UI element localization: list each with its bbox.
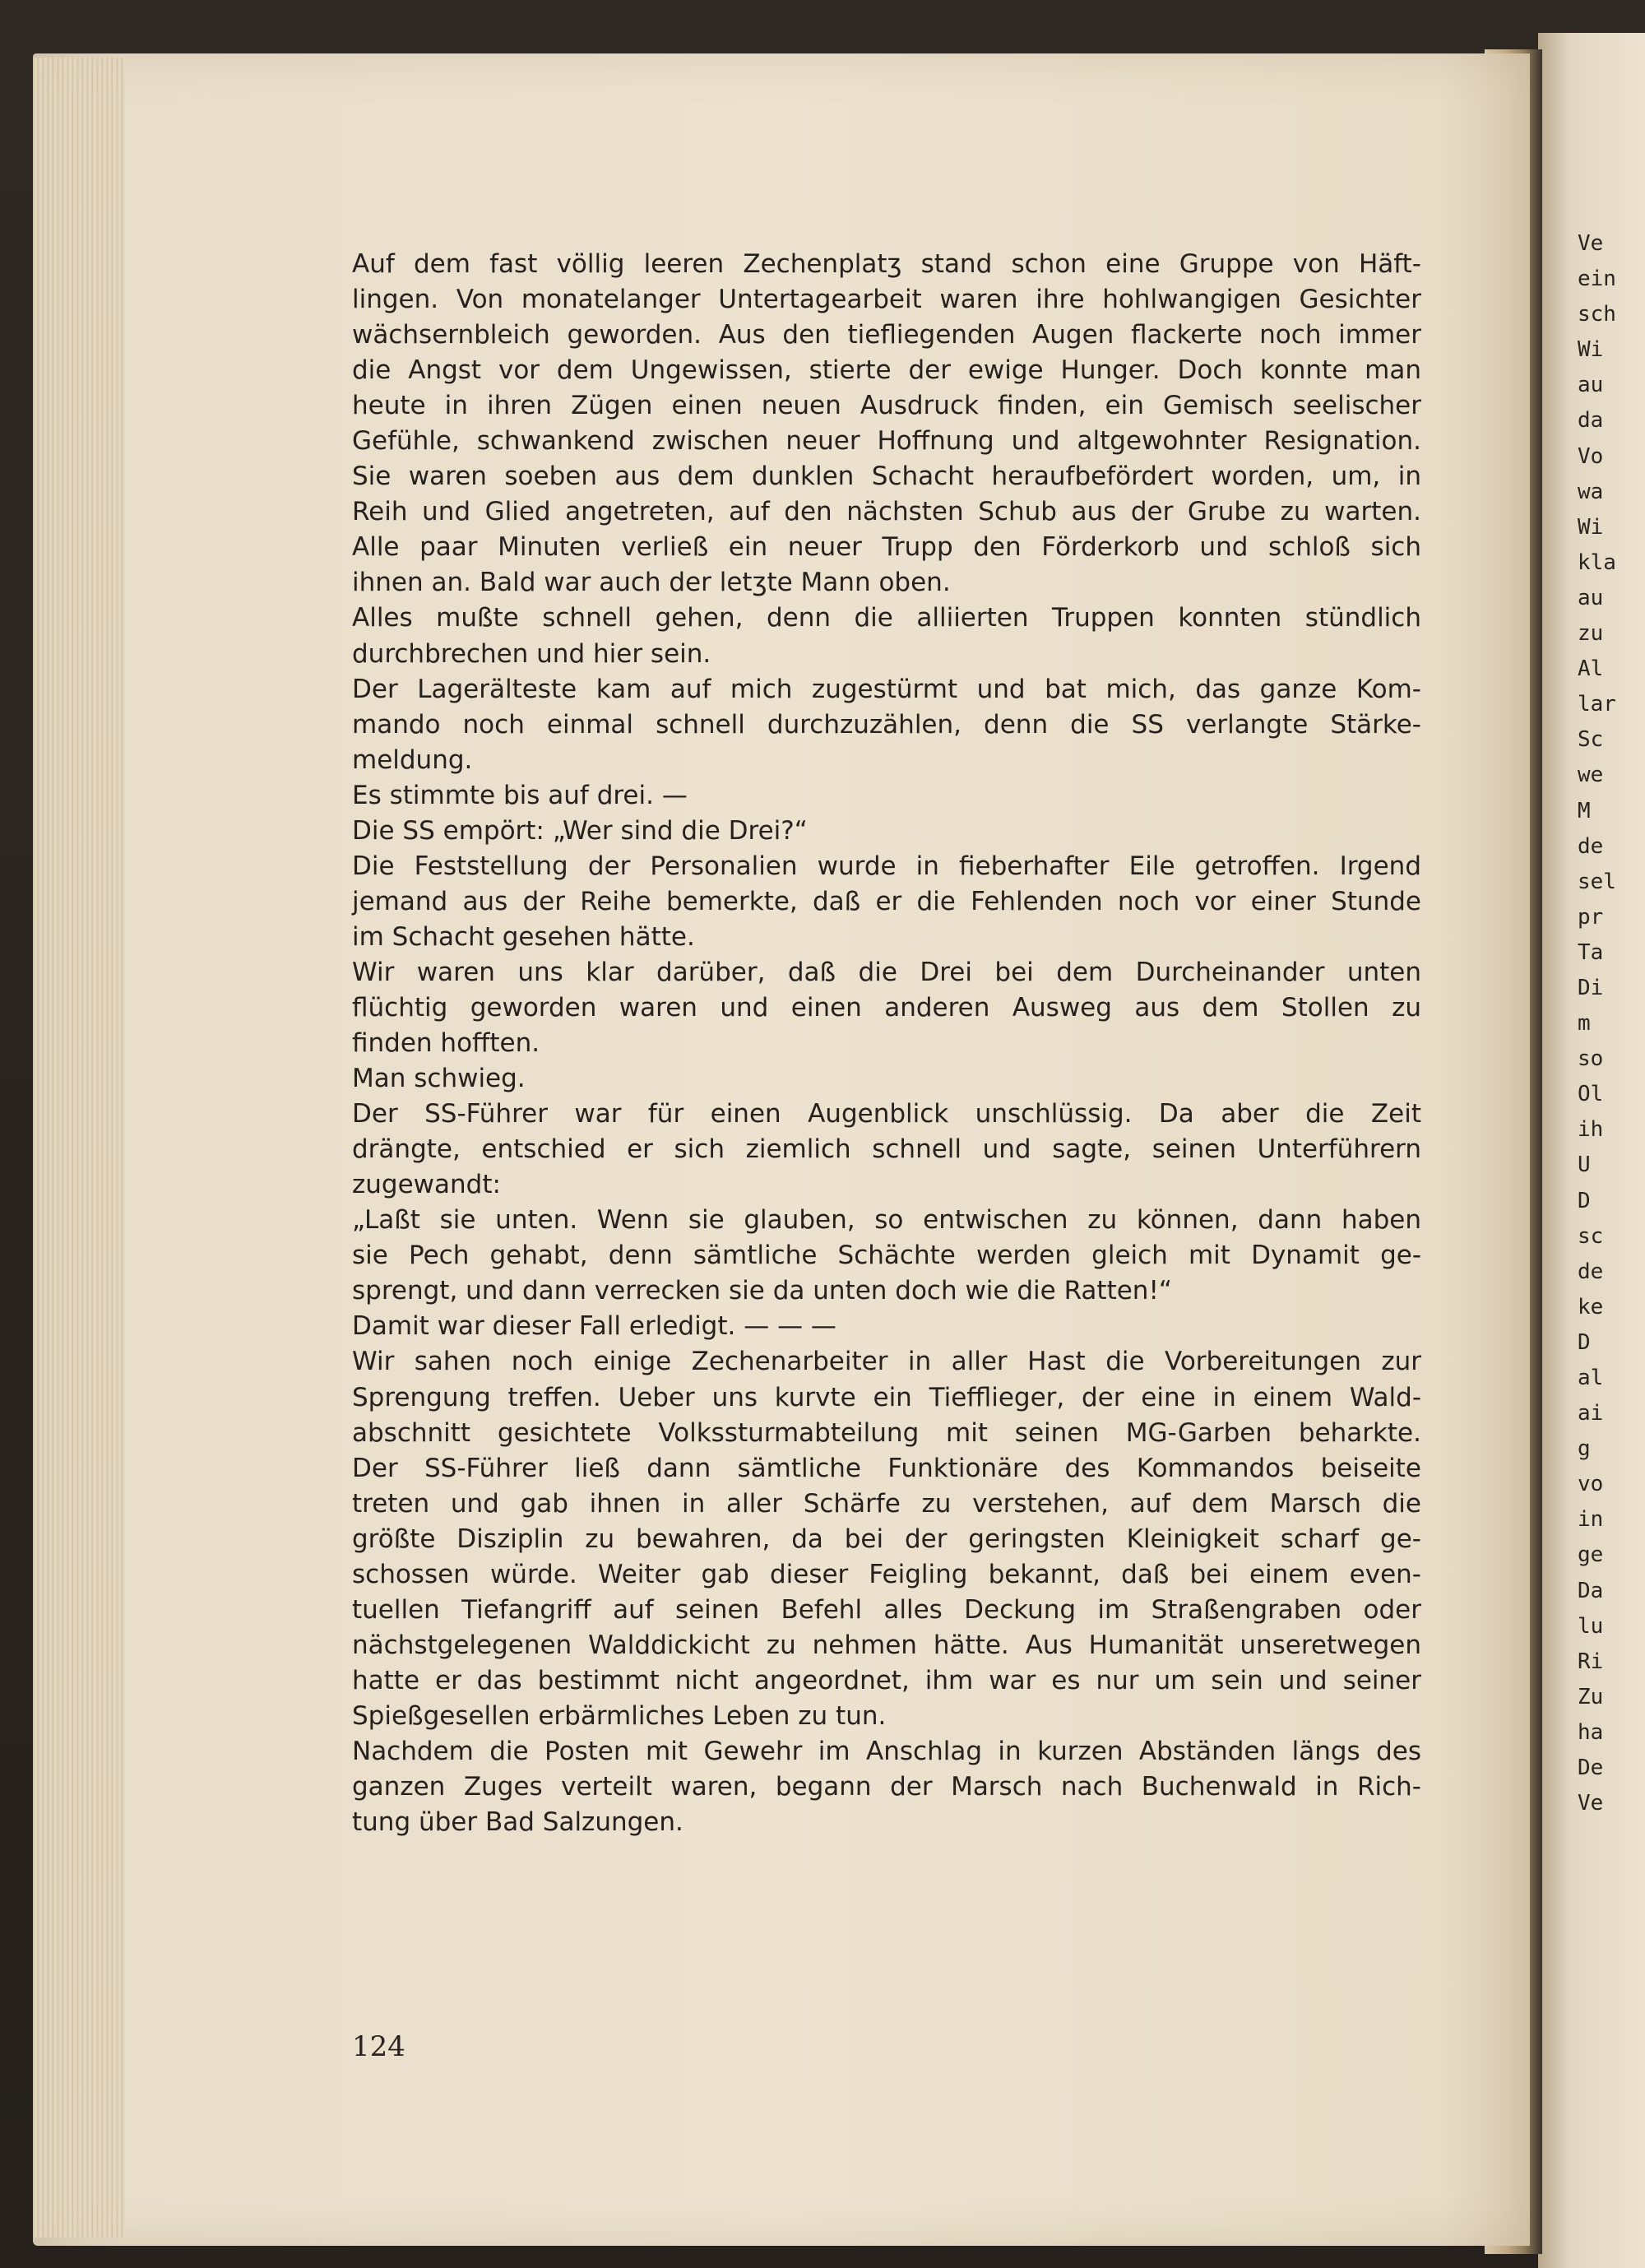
facing-page-fragment: Ve — [1578, 1791, 1604, 1816]
facing-page-fragment: ih — [1578, 1117, 1604, 1143]
text-line: tuellen Tiefangriff auf seinen Befehl alles Deckung im Straßengraben oder — [352, 1594, 1421, 1625]
facing-page-fragment: lu — [1578, 1613, 1604, 1639]
facing-page-fragment: sel — [1578, 869, 1616, 894]
text-line: Nachdem die Posten mit Gewehr im Anschlag in kurzen Abständen längs des — [352, 1736, 1421, 1766]
facing-page-fragment: Wi — [1578, 337, 1604, 363]
text-line: im Schacht gesehen hätte. — [352, 921, 695, 952]
text-line: abschnitt gesichtete Volkssturmabteilung mit seinen MG-Garben beharkte. — [352, 1417, 1421, 1448]
facing-page-fragment: Wi — [1578, 514, 1604, 540]
text-line: drängte, entschied er sich ziemlich schnell und sagte, seinen Unterführern — [352, 1134, 1421, 1165]
text-line: Die Feststellung der Personalien wurde in fieberhafter Eile getroffen. Irgend — [352, 851, 1421, 881]
facing-page-fragment: ge — [1578, 1542, 1604, 1568]
facing-page-fragment: sch — [1578, 302, 1616, 327]
facing-page-fragment: de — [1578, 833, 1604, 859]
facing-page-fragment: Ve — [1578, 231, 1604, 256]
text-line: Die SS empört: „Wer sind die Drei?“ — [352, 815, 808, 846]
text-line: jemand aus der Reihe bemerkte, daß er die Fehlenden noch vor einer Stunde — [352, 886, 1421, 916]
text-line: Spießgesellen erbärmliches Leben zu tun. — [352, 1700, 887, 1731]
text-line: heute in ihren Zügen einen neuen Ausdruck finden, ein Gemisch seelischer — [352, 391, 1421, 421]
facing-page-fragment: M — [1578, 798, 1591, 823]
facing-page-fragment: ha — [1578, 1719, 1604, 1745]
text-line: Sprengung treffen. Ueber uns kurvte ein Tiefflieger, der eine in einem Wald- — [352, 1382, 1421, 1412]
facing-page-fragment: pr — [1578, 904, 1604, 930]
page-body-text — [352, 247, 1421, 1840]
facing-page-fragment: ai — [1578, 1401, 1604, 1426]
text-line: Gefühle, schwankend zwischen neuer Hoffnung und altgewohnter Resignation. — [352, 426, 1421, 457]
facing-page-fragment: vo — [1578, 1472, 1604, 1497]
text-line: lingen. Von monatelanger Untertagearbeit waren ihre hohlwangigen Gesichter — [352, 285, 1421, 315]
text-line: tung über Bad Salzungen. — [352, 1807, 683, 1838]
facing-page-fragment: D — [1578, 1329, 1591, 1355]
text-line: sprengt, und dann verrecken sie da unten doch wie die Ratten!“ — [352, 1276, 1172, 1306]
text-line: hatte er das bestimmt nicht angeordnet, ihm war es nur um sein und seiner — [352, 1665, 1421, 1695]
facing-page-fragment: Zu — [1578, 1684, 1604, 1709]
facing-page-fragment: kla — [1578, 550, 1616, 575]
facing-page-text-fragments — [1578, 226, 1645, 1821]
text-line: Sie waren soeben aus dem dunklen Schacht heraufbefördert worden, um, in — [352, 461, 1421, 492]
text-line: Reih und Glied angetreten, auf den nächsten Schub aus der Grube zu warten. — [352, 497, 1421, 527]
text-line: zugewandt: — [352, 1170, 501, 1200]
facing-page-fragment: de — [1578, 1259, 1604, 1284]
text-line: Der Lagerälteste kam auf mich zugestürmt und bat mich, das ganze Kom- — [352, 674, 1421, 704]
text-line: größte Disziplin zu bewahren, da bei der geringsten Kleinigkeit scharf ge- — [352, 1524, 1421, 1554]
text-line: Man schwieg. — [352, 1064, 526, 1094]
page-number: 124 — [352, 2030, 405, 2063]
text-line: Wir sahen noch einige Zechenarbeiter in aller Hast die Vorbereitungen zur — [352, 1347, 1421, 1377]
text-line: flüchtig geworden waren und einen anderen Ausweg aus dem Stollen zu — [352, 992, 1421, 1023]
facing-page-fragment: g — [1578, 1436, 1591, 1462]
facing-page-fragment: ein — [1578, 267, 1616, 292]
facing-page-fragment: da — [1578, 408, 1604, 434]
text-line: ganzen Zuges verteilt waren, begann der Marsch nach Buchenwald in Rich- — [352, 1772, 1421, 1802]
facing-page-fragment: au — [1578, 585, 1604, 610]
text-line: Damit war dieser Fall erledigt. — — — — [352, 1311, 836, 1342]
facing-page-fragment: zu — [1578, 621, 1604, 647]
text-line: nächstgelegenen Walddickicht zu nehmen hätte. Aus Humanität unseretwegen — [352, 1630, 1421, 1660]
text-line: „Laßt sie unten. Wenn sie glauben, so entwischen zu können, dann haben — [352, 1205, 1421, 1236]
page-edges — [35, 58, 125, 2238]
text-line: schossen würde. Weiter gab dieser Feigling bekannt, daß bei einem even- — [352, 1559, 1421, 1589]
facing-page-fragment: au — [1578, 373, 1604, 398]
facing-page-fragment: sc — [1578, 1223, 1604, 1249]
facing-page-fragment: Ta — [1578, 939, 1604, 965]
facing-page-fragment: al — [1578, 1366, 1604, 1390]
text-line: treten und gab ihnen in aller Schärfe zu verstehen, auf dem Marsch die — [352, 1488, 1421, 1519]
facing-page-fragment: U — [1578, 1153, 1591, 1178]
text-line: Auf dem fast völlig leeren Zechenplatʒ stand schon eine Gruppe von Häft- — [352, 249, 1421, 279]
facing-page-fragment: Sc — [1578, 727, 1604, 753]
facing-page-fragment: Ri — [1578, 1649, 1604, 1674]
facing-page-fragment: we — [1578, 763, 1604, 788]
facing-page-fragment: m — [1578, 1011, 1591, 1037]
text-line: wächsernbleich geworden. Aus den tiefliegenden Augen flackerte noch immer — [352, 320, 1421, 350]
facing-page-fragment: in — [1578, 1507, 1604, 1533]
text-line: Alle paar Minuten verließ ein neuer Trupp den Förderkorb und schloß sich — [352, 532, 1421, 563]
text-line: sie Pech gehabt, denn sämtliche Schächte werden gleich mit Dynamit ge- — [352, 1241, 1421, 1271]
text-line: Der SS-Führer war für einen Augenblick unschlüssig. Da aber die Zeit — [352, 1099, 1421, 1129]
facing-page-fragment: Di — [1578, 975, 1604, 1000]
facing-page-fragment: ke — [1578, 1294, 1604, 1320]
text-line: Es stimmte bis auf drei. — — [352, 780, 688, 810]
facing-page-fragment: D — [1578, 1188, 1591, 1213]
facing-page-fragment: wa — [1578, 479, 1604, 504]
text-line: Alles mußte schnell gehen, denn die alliierten Truppen konnten stündlich — [352, 603, 1421, 633]
text-line: Wir waren uns klar darüber, daß die Drei bei dem Durcheinander unten — [352, 957, 1421, 987]
facing-page-fragment: Vo — [1578, 443, 1604, 469]
facing-page-fragment: Da — [1578, 1578, 1604, 1603]
text-line: meldung. — [352, 744, 473, 775]
facing-page-fragment: so — [1578, 1046, 1604, 1072]
text-line: mando noch einmal schnell durchzuzählen, denn die SS verlangte Stärke- — [352, 709, 1421, 740]
facing-page-fragment: lar — [1578, 692, 1616, 717]
facing-page-fragment: Ol — [1578, 1082, 1604, 1107]
facing-page-fragment: De — [1578, 1755, 1604, 1781]
text-line: durchbrechen und hier sein. — [352, 638, 711, 669]
text-line: ihnen an. Bald war auch der letʒte Mann oben. — [352, 568, 951, 598]
facing-page-fragment: Al — [1578, 656, 1604, 682]
text-line: Der SS-Führer ließ dann sämtliche Funktionäre des Kommandos beiseite — [352, 1453, 1421, 1483]
text-line: finden hofften. — [352, 1028, 540, 1059]
text-line: die Angst vor dem Ungewissen, stierte der ewige Hunger. Doch konnte man — [352, 355, 1421, 386]
